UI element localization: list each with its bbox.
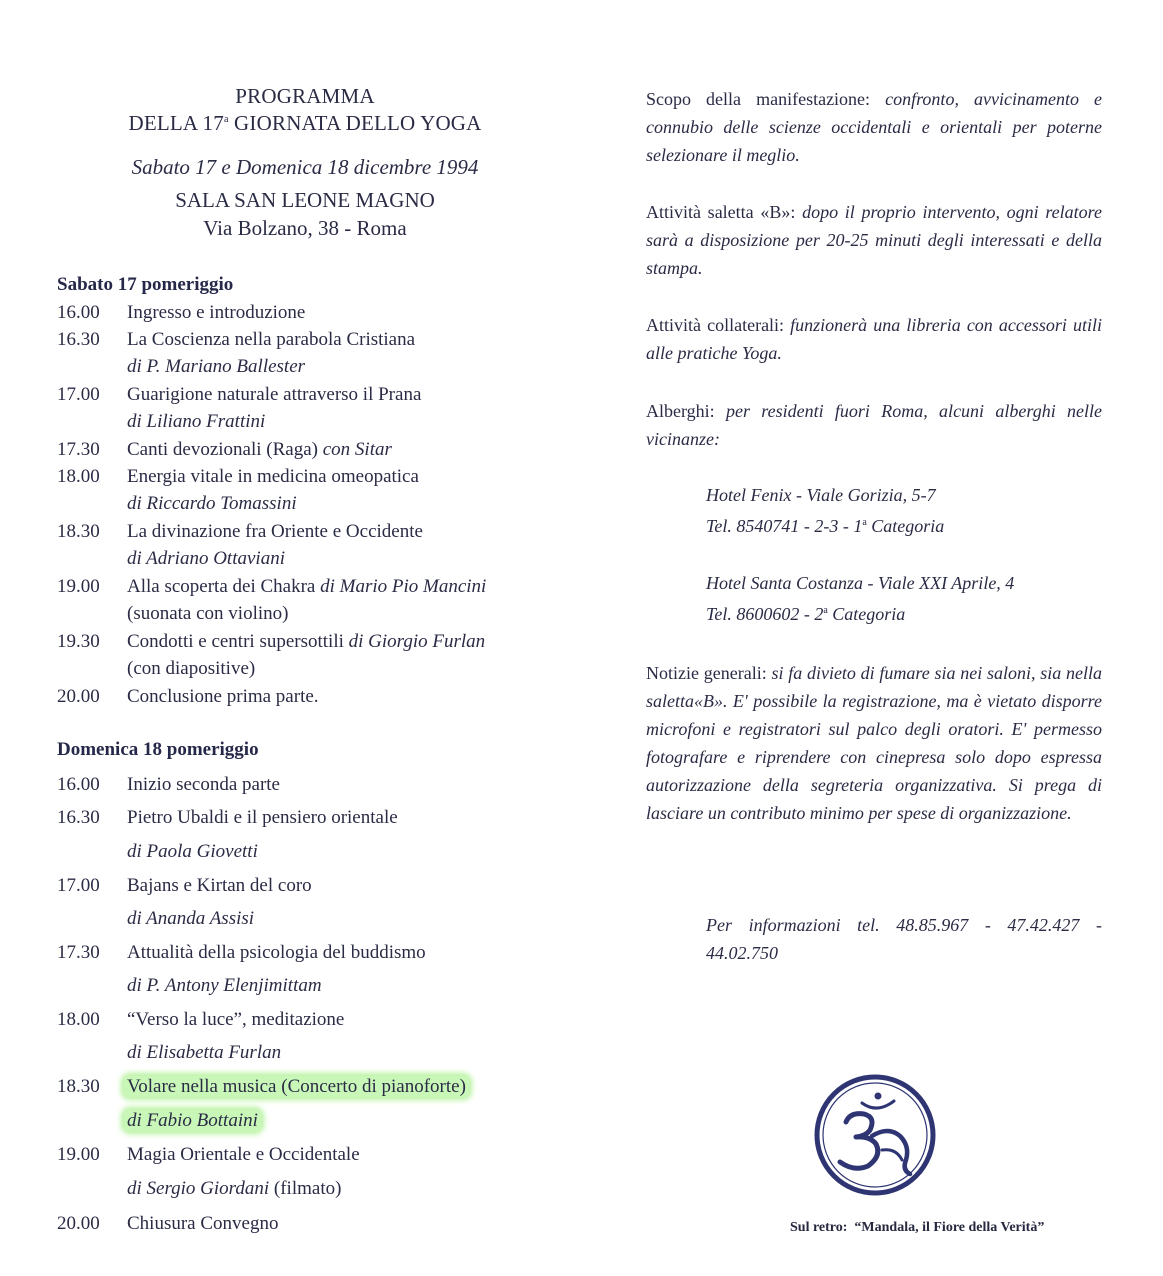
title-line-1: PROGRAMMA [235,84,375,108]
venue [60,186,550,242]
collaterali-label: Attività collaterali: [646,315,791,335]
hotel-santa-costanza-name: Hotel Santa Costanza - Viale XXI Aprile, 4 [706,573,1015,593]
schedule-title: Conclusione prima parte. [127,686,319,707]
alberghi-section [646,397,1102,453]
schedule-speaker: di Ananda Assisi [127,908,255,929]
venue-name: SALA SAN LEONE MAGNO [175,188,435,212]
om-symbol-icon [810,1070,940,1200]
schedule-title: Inizio seconda parte [127,774,280,795]
schedule-title: Magia Orientale e Occidentale [127,1144,360,1165]
schedule-time: 19.00 [57,1144,100,1165]
schedule-title: Chiusura Convegno [127,1213,279,1234]
saletta-text: dopo il proprio intervento, ogni relatore sarà a disposizione per 20-25 minuti degli interessati e della stampa. [646,202,1102,278]
schedule-title: Guarigione naturale attraverso il Prana [127,384,422,405]
sunday-heading: Domenica 18 pomeriggio [57,739,259,760]
saletta-label: Attività saletta «B»: [646,202,803,222]
schedule-time: 16.30 [57,807,100,828]
retro-title: “Mandala, il Fiore della Verità” [854,1220,1045,1235]
schedule-time: 17.00 [57,384,100,405]
schedule-title: Alla scoperta dei Chakra di Mario Pio Mancini [127,576,487,597]
schedule-speaker: di Liliano Frattini [127,411,266,432]
program-title [60,83,550,137]
schedule-time: 16.30 [57,329,100,350]
hotel-fenix [706,480,944,542]
collaterali-text: funzionerà una libreria con accessori utili alle pratiche Yoga. [646,315,1103,363]
notizie-text: si fa divieto di fumare sia nei saloni, sia nella saletta«B». E' possibile la registrazione, ma è vietato disporre microfoni e registratori sul palco degli oratori. E' permesso fotografare e riprendere con cinepresa solo dopo espressa autorizzazione della segreteria organizzativa. Si prega di lasciare un contributo minimo per spese di organizzazione. [646,663,1102,823]
schedule-time: 16.00 [57,774,100,795]
schedule-speaker: di Sergio Giordani (filmato) [127,1178,342,1199]
schedule-title: Pietro Ubaldi e il pensiero orientale [127,807,398,828]
title-line-2: DELLA 17$^a$ GIORNATA DELLO YOGA [128,111,482,135]
collaterali-section [646,311,1102,367]
schedule-time: 18.00 [57,1009,100,1030]
venue-address: Via Bolzano, 38 - Roma [203,216,407,240]
schedule-time: 20.00 [57,686,100,707]
info-text: Per informazioni tel. 48.85.967 - 47.42.427 - 44.02.750 [706,915,1102,963]
schedule-time: 17.30 [57,439,100,460]
schedule-speaker: di Elisabetta Furlan [127,1042,282,1063]
schedule-title: Bajans e Kirtan del coro [127,875,312,896]
schedule-time: 16.00 [57,302,100,323]
schedule-title: Ingresso e introduzione [127,302,306,323]
saturday-heading: Sabato 17 pomeriggio [57,274,234,295]
schedule-title: Attualità della psicologia del buddismo [127,942,426,963]
schedule-title: La Coscienza nella parabola Cristiana [127,329,416,350]
scopo-text: confronto, avvicinamento e connubio delle scienze occidentali e orientali per poterne selezionare il meglio. [646,89,1102,165]
hotel-fenix-tel: Tel. 8540741 - 2-3 - 1$^a$ Categoria [706,516,945,536]
schedule-title: Volare nella musica (Concerto di pianoforte) [127,1073,469,1100]
schedule-title: La divinazione fra Oriente e Occidente [127,521,423,542]
retro-label: Sul retro: [790,1220,848,1235]
schedule-time: 17.30 [57,942,100,963]
hotel-santa-costanza-tel: Tel. 8600602 - 2$^a$ Categoria [706,604,906,624]
schedule-speaker: di Paola Giovetti [127,841,258,862]
alberghi-label: Alberghi: [646,401,726,421]
hotel-fenix-name: Hotel Fenix - Viale Gorizia, 5-7 [706,485,936,505]
scopo-label: Scopo della manifestazione: [646,89,886,109]
schedule-speaker: di P. Mariano Ballester [127,356,306,377]
schedule-time: 18.30 [57,521,100,542]
schedule-time: 18.00 [57,466,100,487]
schedule-time: 19.00 [57,576,100,597]
retro-note [790,1220,1044,1236]
scopo-section [646,85,1102,169]
schedule-title: Condotti e centri supersottili di Giorgio Furlan [127,631,486,652]
hotel-santa-costanza [706,568,1014,630]
schedule-title: (con diapositive) [127,658,256,679]
saletta-section [646,198,1102,282]
alberghi-text: per residenti fuori Roma, alcuni alberghi nelle vicinanze: [646,401,1102,449]
schedule-time: 17.00 [57,875,100,896]
schedule-title: Energia vitale in medicina omeopatica [127,466,419,487]
schedule-speaker: di Fabio Bottaini [127,1107,261,1134]
event-dates: Sabato 17 e Domenica 18 dicembre 1994 [131,155,479,179]
schedule-speaker: di Adriano Ottaviani [127,548,285,569]
schedule-speaker: di P. Antony Elenjimittam [127,975,322,996]
schedule-title: (suonata con violino) [127,603,289,624]
schedule-time: 20.00 [57,1213,100,1234]
schedule-time: 18.30 [57,1076,100,1097]
schedule-title: “Verso la luce”, meditazione [127,1009,345,1030]
schedule-title: Canti devozionali (Raga) con Sitar [127,439,392,460]
info-contacts [646,911,1102,967]
schedule-time: 19.30 [57,631,100,652]
notizie-section [646,659,1102,827]
schedule-speaker: di Riccardo Tomassini [127,493,297,514]
notizie-label: Notizie generali: [646,663,772,683]
